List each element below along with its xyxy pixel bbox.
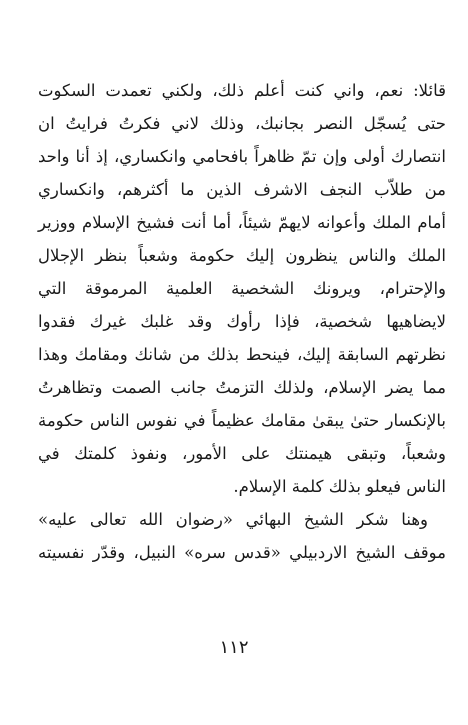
text-line: الملك والناس ينظرون إليك حكومة وشعباً بنظر الإجلال <box>38 246 446 265</box>
text-line: أمام الملك وأعوانه لايهمّ شيئاً، أما أنت فشيخ الإسلام ووزير <box>38 213 446 232</box>
text-line: مما يضر الإسلام، ولذلك التزمتُ جانب الصمت وتظاهرتُ <box>38 378 446 397</box>
text-line: والإحترام، ويرونك الشخصية العلمية المرموقة التي <box>38 279 446 298</box>
text-line: من طلاّب النجف الاشرف الذين ما أكثرهم، وانكساري <box>38 180 446 199</box>
text-line: وشعباً، وتبقى هيمنتك على الأمور، ونفوذ كلمتك في <box>38 444 446 463</box>
text-line: نظرتهم السابقة إليك، فينحط بذلك من شانك ومقامك وهذا <box>38 345 446 364</box>
text-line: وهنا شكر الشيخ البهائي «رضوان الله تعالى عليه» <box>38 510 428 529</box>
page-number: ١١٢ <box>219 637 249 658</box>
text-line: لايضاهيها شخصية، فإذا رأوك وقد غلبك غيرك فقدوا <box>38 312 446 331</box>
text-line: موقف الشيخ الاردبيلي «قدس سره» النبيل، وقدّر نفسيته <box>38 543 446 562</box>
text-line: انتصارك أولى وإن تمّ ظاهراً بافحامي وانكساري، إذ أنا واحد <box>38 147 446 166</box>
text-line: حتى يُسجّل النصر بجانبك، وذلك لاني فكرتُ فرايتُ ان <box>38 114 446 133</box>
text-line: قائلا: نعم، واني كنت أعلم ذلك، ولكني تعمدت السكوت <box>38 81 446 100</box>
text-line: بالإنكسار حتىٰ يبقىٰ مقامك عظيماً في نفوس الناس حكومة <box>38 411 446 430</box>
paragraph-end-line: الناس فيعلو بذلك كلمة الإسلام. <box>233 477 446 496</box>
body-text <box>38 74 446 569</box>
